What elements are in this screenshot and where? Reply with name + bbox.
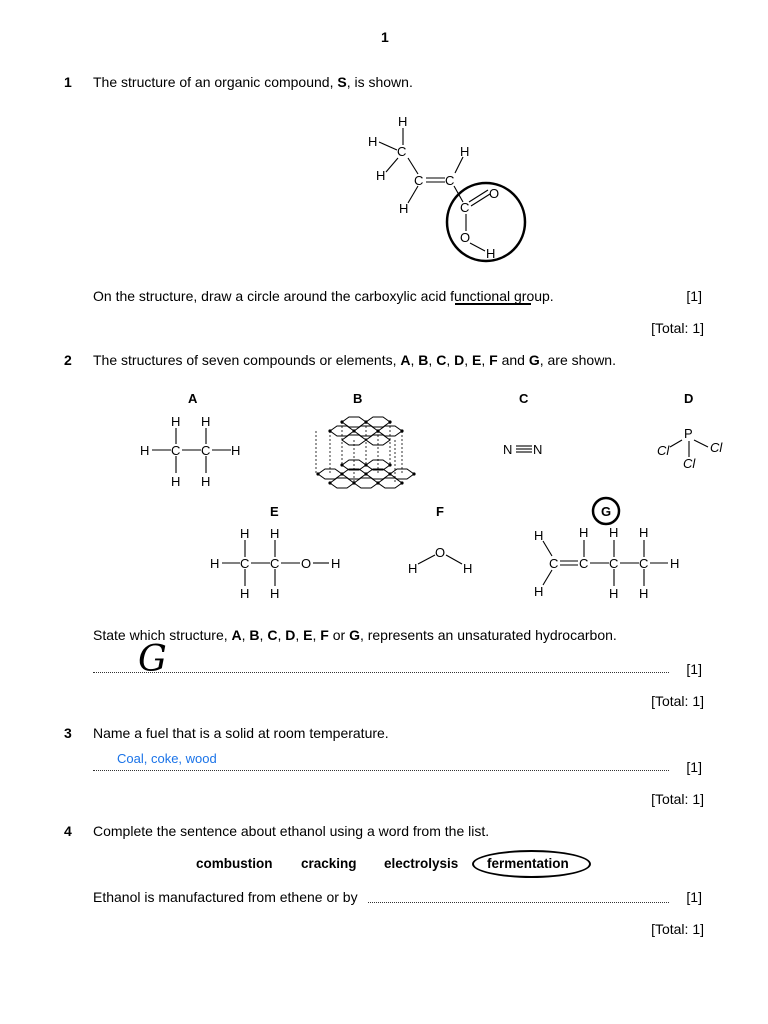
label-d: D <box>684 391 694 406</box>
svg-text:H: H <box>140 443 150 458</box>
svg-text:H: H <box>171 474 181 489</box>
svg-text:H: H <box>210 556 220 571</box>
q2-answer-line[interactable] <box>93 660 669 673</box>
svg-text:H: H <box>270 586 280 601</box>
q2-mark: [1] <box>686 661 702 677</box>
q4-total: [Total: 1] <box>651 921 704 937</box>
svg-text:C: C <box>397 144 407 159</box>
svg-text:H: H <box>609 525 619 540</box>
svg-text:H: H <box>399 201 409 216</box>
svg-text:H: H <box>240 586 250 601</box>
q2-total: [Total: 1] <box>651 693 704 709</box>
q4-number: 4 <box>64 823 72 839</box>
svg-text:Cl: Cl <box>657 443 670 458</box>
svg-text:O: O <box>301 556 312 571</box>
svg-text:H: H <box>231 443 241 458</box>
q3-stem: Name a fuel that is a solid at room temperature. <box>93 725 389 741</box>
svg-text:H: H <box>270 526 280 541</box>
q1-stem: The structure of an organic compound, S, is shown. <box>93 74 413 90</box>
q3-number: 3 <box>64 725 72 741</box>
label-e: E <box>270 504 279 519</box>
q2-number: 2 <box>64 352 72 368</box>
q4-stem: Complete the sentence about ethanol using a word from the list. <box>93 823 490 839</box>
svg-text:H: H <box>460 144 470 159</box>
label-g: G <box>601 504 612 519</box>
q2-stem: The structures of seven compounds or elements, A, B, C, D, E, F and G, are shown. <box>93 352 616 368</box>
svg-text:H: H <box>331 556 341 571</box>
svg-text:H: H <box>534 584 544 599</box>
svg-text:H: H <box>201 474 211 489</box>
q2-question: State which structure, A, B, C, D, E, F or G, represents an unsaturated hydrocarbon. <box>93 627 617 643</box>
q1-underlined-word: functional <box>450 288 511 304</box>
svg-text:C: C <box>201 443 211 458</box>
q3-answer-line[interactable] <box>93 758 669 771</box>
word-combustion: combustion <box>196 856 273 871</box>
word-cracking: cracking <box>301 856 357 871</box>
svg-text:C: C <box>639 556 649 571</box>
q3-total: [Total: 1] <box>651 791 704 807</box>
svg-text:O: O <box>460 230 471 245</box>
fermentation-handdrawn-ellipse <box>472 850 591 878</box>
svg-text:C: C <box>579 556 589 571</box>
svg-text:N: N <box>503 442 513 457</box>
svg-text:H: H <box>670 556 680 571</box>
q4-answer-line[interactable] <box>368 889 669 903</box>
svg-text:H: H <box>408 561 418 576</box>
svg-text:H: H <box>639 586 649 601</box>
q1-number: 1 <box>64 74 72 90</box>
svg-text:H: H <box>486 246 496 261</box>
svg-text:C: C <box>549 556 559 571</box>
svg-text:H: H <box>609 586 619 601</box>
svg-text:Cl: Cl <box>683 456 696 471</box>
label-f: F <box>436 504 444 519</box>
svg-text:P: P <box>684 426 693 441</box>
label-c: C <box>519 391 529 406</box>
svg-text:H: H <box>579 525 589 540</box>
label-a: A <box>188 391 198 406</box>
q1-mark: [1] <box>686 288 702 304</box>
svg-text:C: C <box>240 556 250 571</box>
svg-text:C: C <box>270 556 280 571</box>
svg-text:H: H <box>368 134 378 149</box>
svg-text:H: H <box>639 525 649 540</box>
svg-text:H: H <box>240 526 250 541</box>
q3-mark: [1] <box>686 759 702 775</box>
svg-text:C: C <box>414 173 424 188</box>
word-electrolysis: electrolysis <box>384 856 459 871</box>
svg-text:O: O <box>489 186 500 201</box>
g-handdrawn-circle <box>593 498 619 524</box>
svg-text:C: C <box>609 556 619 571</box>
svg-text:H: H <box>463 561 473 576</box>
svg-text:H: H <box>376 168 386 183</box>
svg-text:C: C <box>171 443 181 458</box>
q1-instruction: On the structure, draw a circle around the carboxylic acid functional group. <box>93 288 554 304</box>
label-b: B <box>353 391 363 406</box>
svg-text:C: C <box>460 200 470 215</box>
svg-text:Cl: Cl <box>710 440 723 455</box>
svg-text:H: H <box>398 114 408 129</box>
svg-text:C: C <box>445 173 455 188</box>
q4-mark: [1] <box>686 889 702 905</box>
svg-text:O: O <box>435 545 446 560</box>
q2-handwritten-answer: G <box>138 639 167 680</box>
q1-total: [Total: 1] <box>651 320 704 336</box>
q4-sentence: Ethanol is manufactured from ethene or by <box>93 889 358 905</box>
svg-text:H: H <box>534 528 544 543</box>
svg-text:H: H <box>201 414 211 429</box>
word-fermentation: fermentation <box>487 856 569 871</box>
page-number: 1 <box>381 29 389 45</box>
q3-answer: Coal, coke, wood <box>117 751 217 766</box>
svg-text:H: H <box>171 414 181 429</box>
svg-text:N: N <box>533 442 543 457</box>
